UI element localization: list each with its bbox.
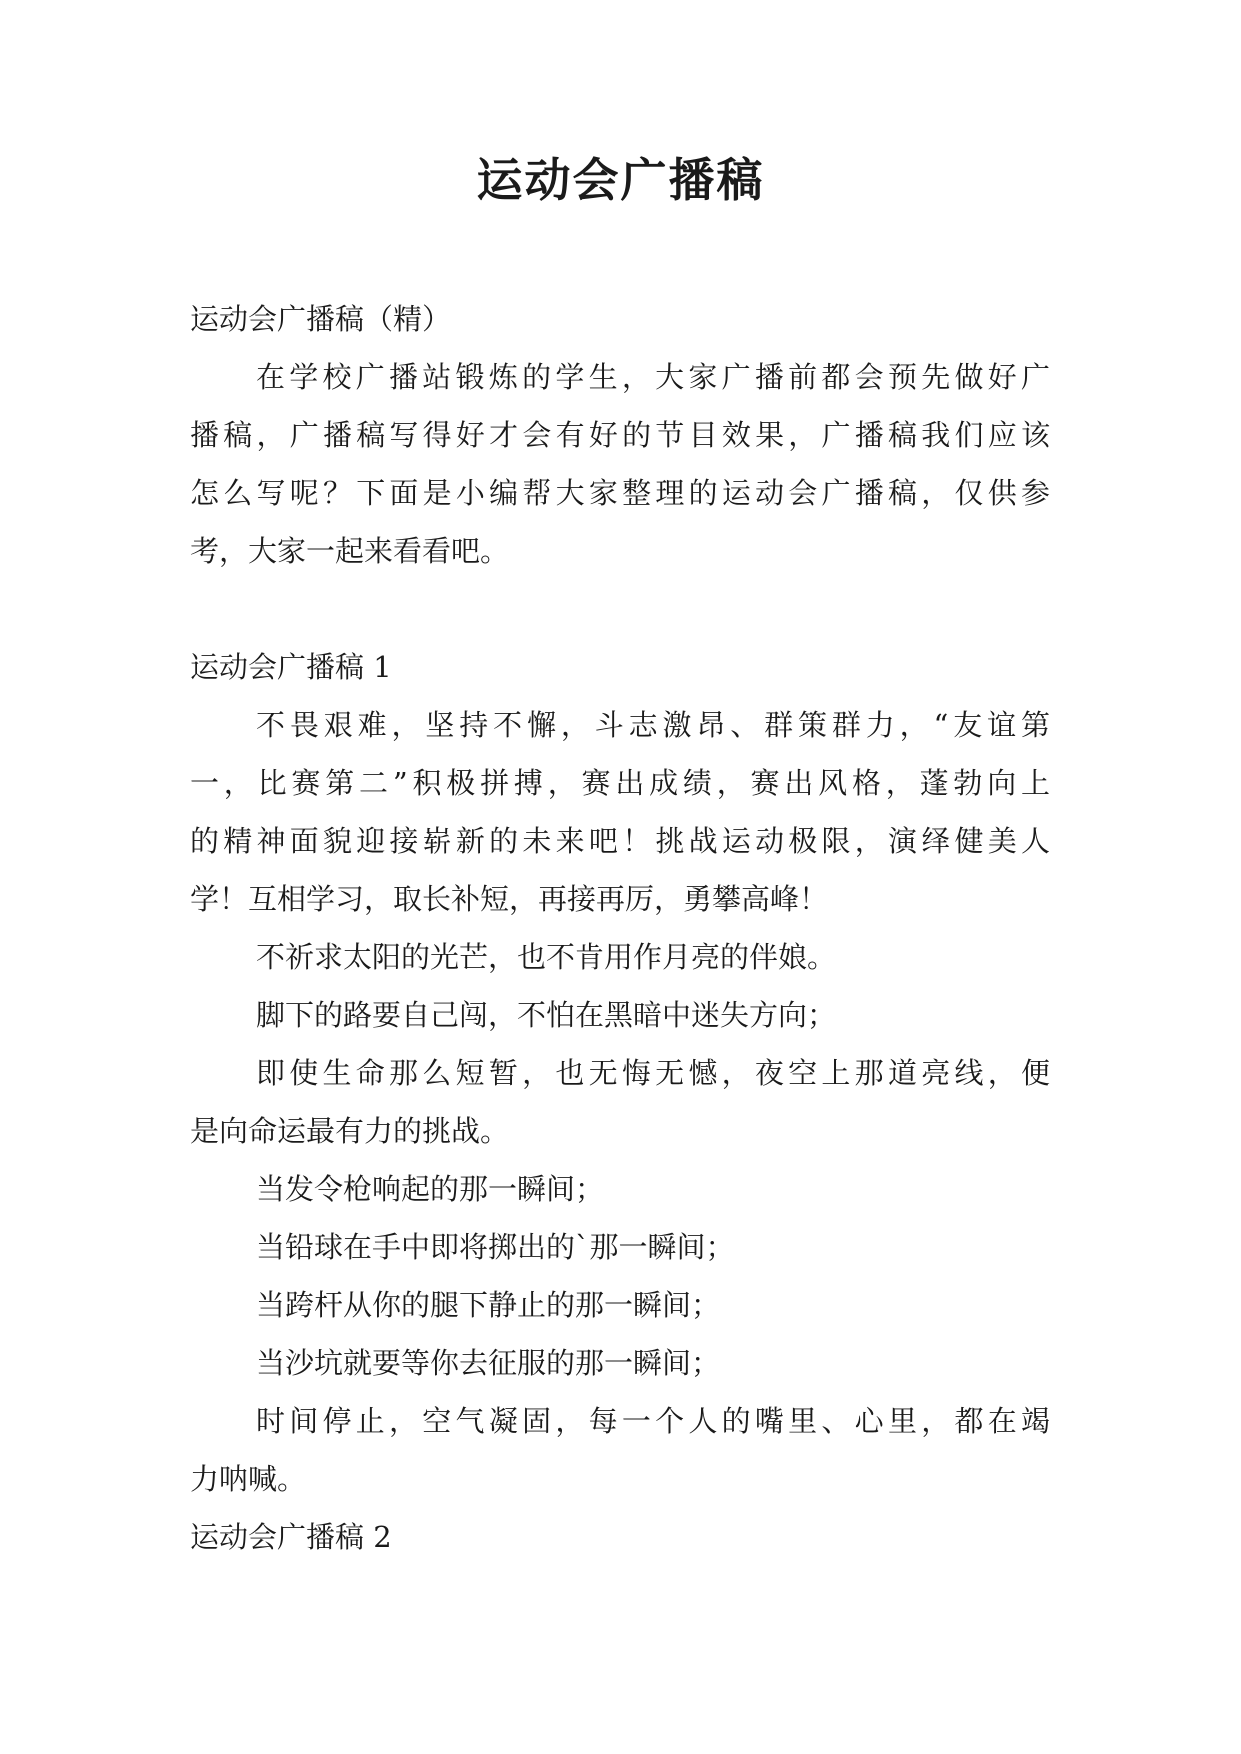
- section1-paragraph-5: 当发令枪响起的那一瞬间；: [256, 1172, 605, 1206]
- paragraph-line: 即使生命那么短暂，也无悔无憾，夜空上那道亮线，便: [256, 1056, 1050, 1090]
- section1-paragraph-8: 当沙坑就要等你去征服的那一瞬间；: [256, 1346, 721, 1380]
- paragraph-line: 力呐喊。: [190, 1462, 307, 1496]
- intro-line: 考，大家一起来看看吧。: [190, 534, 510, 568]
- intro-line: 在学校广播站锻炼的学生，大家广播前都会预先做好广: [256, 360, 1050, 394]
- document-body: [190, 290, 1050, 1566]
- section1-paragraph-7: 当跨杆从你的腿下静止的那一瞬间；: [256, 1288, 721, 1322]
- section1-paragraph-2: 不祈求太阳的光芒，也不肯用作月亮的伴娘。: [256, 940, 837, 974]
- document-subtitle: 运动会广播稿（精）: [190, 302, 452, 336]
- paragraph-line: 一，比赛第二”积极拼搏，赛出成绩，赛出风格，蓬勃向上: [190, 766, 1050, 800]
- intro-paragraph: [190, 348, 1050, 580]
- paragraph-line: 学！互相学习，取长补短，再接再厉，勇攀高峰！: [190, 882, 829, 916]
- section1-paragraph-1: [190, 696, 1050, 928]
- document-title: 运动会广播稿: [476, 153, 765, 207]
- section-heading-2: 运动会广播稿 2: [190, 1520, 392, 1554]
- section1-paragraph-6: 当铅球在手中即将掷出的`那一瞬间；: [256, 1230, 735, 1264]
- paragraph-line: 不畏艰难，坚持不懈，斗志激昂、群策群力，“友谊第: [256, 708, 1050, 742]
- section1-paragraph-3: 脚下的路要自己闯，不怕在黑暗中迷失方向；: [256, 998, 837, 1032]
- paragraph-line: 是向命运最有力的挑战。: [190, 1114, 510, 1148]
- intro-line: 播稿，广播稿写得好才会有好的节目效果，广播稿我们应该: [190, 418, 1050, 452]
- section1-paragraph-9: [190, 1392, 1050, 1508]
- paragraph-line: 的精神面貌迎接崭新的未来吧！挑战运动极限，演绎健美人: [190, 824, 1050, 858]
- section-heading-1: 运动会广播稿 1: [190, 650, 392, 684]
- paragraph-line: 时间停止，空气凝固，每一个人的嘴里、心里，都在竭: [256, 1404, 1050, 1438]
- intro-line: 怎么写呢？下面是小编帮大家整理的运动会广播稿，仅供参: [190, 476, 1050, 510]
- section-spacer: [190, 580, 1050, 638]
- section1-paragraph-4: [190, 1044, 1050, 1160]
